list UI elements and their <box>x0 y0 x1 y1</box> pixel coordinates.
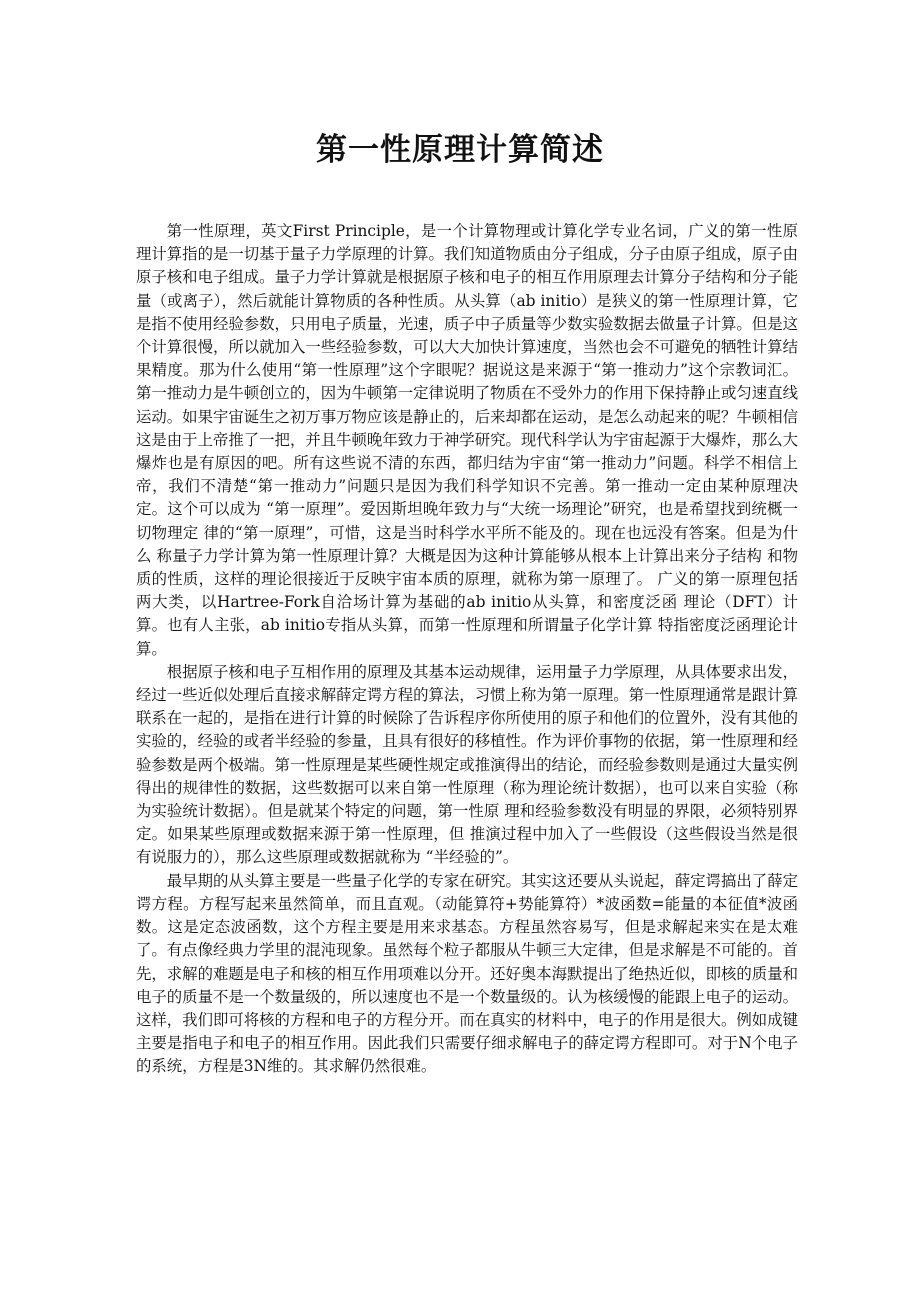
document-body <box>136 220 798 1079</box>
paragraph: 第一性原理，英文First Principle，是一个计算物理或计算化学专业名词，广义的第一性原理计算指的是一切基于量子力学原理的计算。我们知道物质由分子组成，分子由原子组成，原子由原子核和电子组成。量子力学计算就是根据原子核和电子的相互作用原理去计算分子结构和分子能量（或离子），然后就能计算物质的各种性质。从头算（ab initio）是狭义的第一性原理计算，它是指不使用经验参数，只用电子质量，光速，质子中子质量等少数实验数据去做量子计算。但是这个计算很慢，所以就加入一些经验参数，可以大大加快计算速度，当然也会不可避免的牺牲计算结果精度。那为什么使用“第一性原理”这个字眼呢？据说这是来源于“第一推动力”这个宗教词汇。第一推动力是牛顿创立的，因为牛顿第一定律说明了物质在不受外力的作用下保持静止或匀速直线运动。如果宇宙诞生之初万事万物应该是静止的，后来却都在运动，是怎么动起来的呢？牛顿相信这是由于上帝推了一把，并且牛顿晚年致力于神学研究。现代科学认为宇宙起源于大爆炸，那么大爆炸也是有原因的吧。所有这些说不清的东西，都归结为宇宙“第一推动力”问题。科学不相信上帝，我们不清楚“第一推动力”问题只是因为我们科学知识不完善。第一推动一定由某种原理决定。这个可以成为 “第一原理”。爱因斯坦晚年致力与“大统一场理论”研究，也是希望找到统概一切物理定 律的“第一原理”，可惜，这是当时科学水平所不能及的。现在也远没有答案。但是为什么 称量子力学计算为第一性原理计算？大概是因为这种计算能够从根本上计算出来分子结构 和物质的性质，这样的理论很接近于反映宇宙本质的原理，就称为第一原理了。 广义的第一原理包括两大类，以Hartree-Fork自洽场计算为基础的ab initio从头算，和密度泛函 理论（DFT）计算。也有人主张，ab initio专指从头算，而第一性原理和所谓量子化学计算 特指密度泛函理论计算。 <box>136 222 798 658</box>
paragraph: 最早期的从头算主要是一些量子化学的专家在研究。其实这还要从头说起，薛定谔搞出了薛定谔方程。方程写起来虽然简单，而且直观。（动能算符+势能算符）*波函数=能量的本征值*波函数。这是定态波函数，这个方程主要是用来求基态。方程虽然容易写，但是求解起来实在是太难了。有点像经典力学里的混沌现象。虽然每个粒子都服从牛顿三大定律，但是求解是不可能的。首先，求解的难题是电子和核的相互作用项难以分开。还好奥本海默提出了绝热近似，即核的质量和电子的质量不是一个数量级的，所以速度也不是一个数量级的。认为核缓慢的能跟上电子的运动。这样，我们即可将核的方程和电子的方程分开。而在真实的材料中，电子的作用是很大。例如成键主要是指电子和电子的相互作用。因此我们只需要仔细求解电子的薛定谔方程即可。对于N个电子的系统，方程是3N维的。其求解仍然很难。 <box>136 871 798 1076</box>
paragraph: 根据原子核和电子互相作用的原理及其基本运动规律，运用量子力学原理，从具体要求出发，经过一些近似处理后直接求解薛定谔方程的算法，习惯上称为第一原理。第一性原理通常是跟计算联系在一起的，是指在进行计算的时候除了告诉程序你所使用的原子和他们的位置外，没有其他的实验的，经验的或者半经验的参量，且具有很好的移植性。作为评价事物的依据，第一性原理和经验参数是两个极端。第一性原理是某些硬性规定或推演得出的结论，而经验参数则是通过大量实例得出的规律性的数据，这些数据可以来自第一性原理（称为理论统计数据），也可以来自实验（称为实验统计数据）。但是就某个特定的问题，第一性原 理和经验参数没有明显的界限，必须特别界定。如果某些原理或数据来源于第一性原理，但 推演过程中加入了一些假设（这些假设当然是很有说服力的），那么这些原理或数据就称为 “半经验的”。 <box>136 662 798 867</box>
document-title: 第一性原理计算简述 <box>316 132 604 168</box>
